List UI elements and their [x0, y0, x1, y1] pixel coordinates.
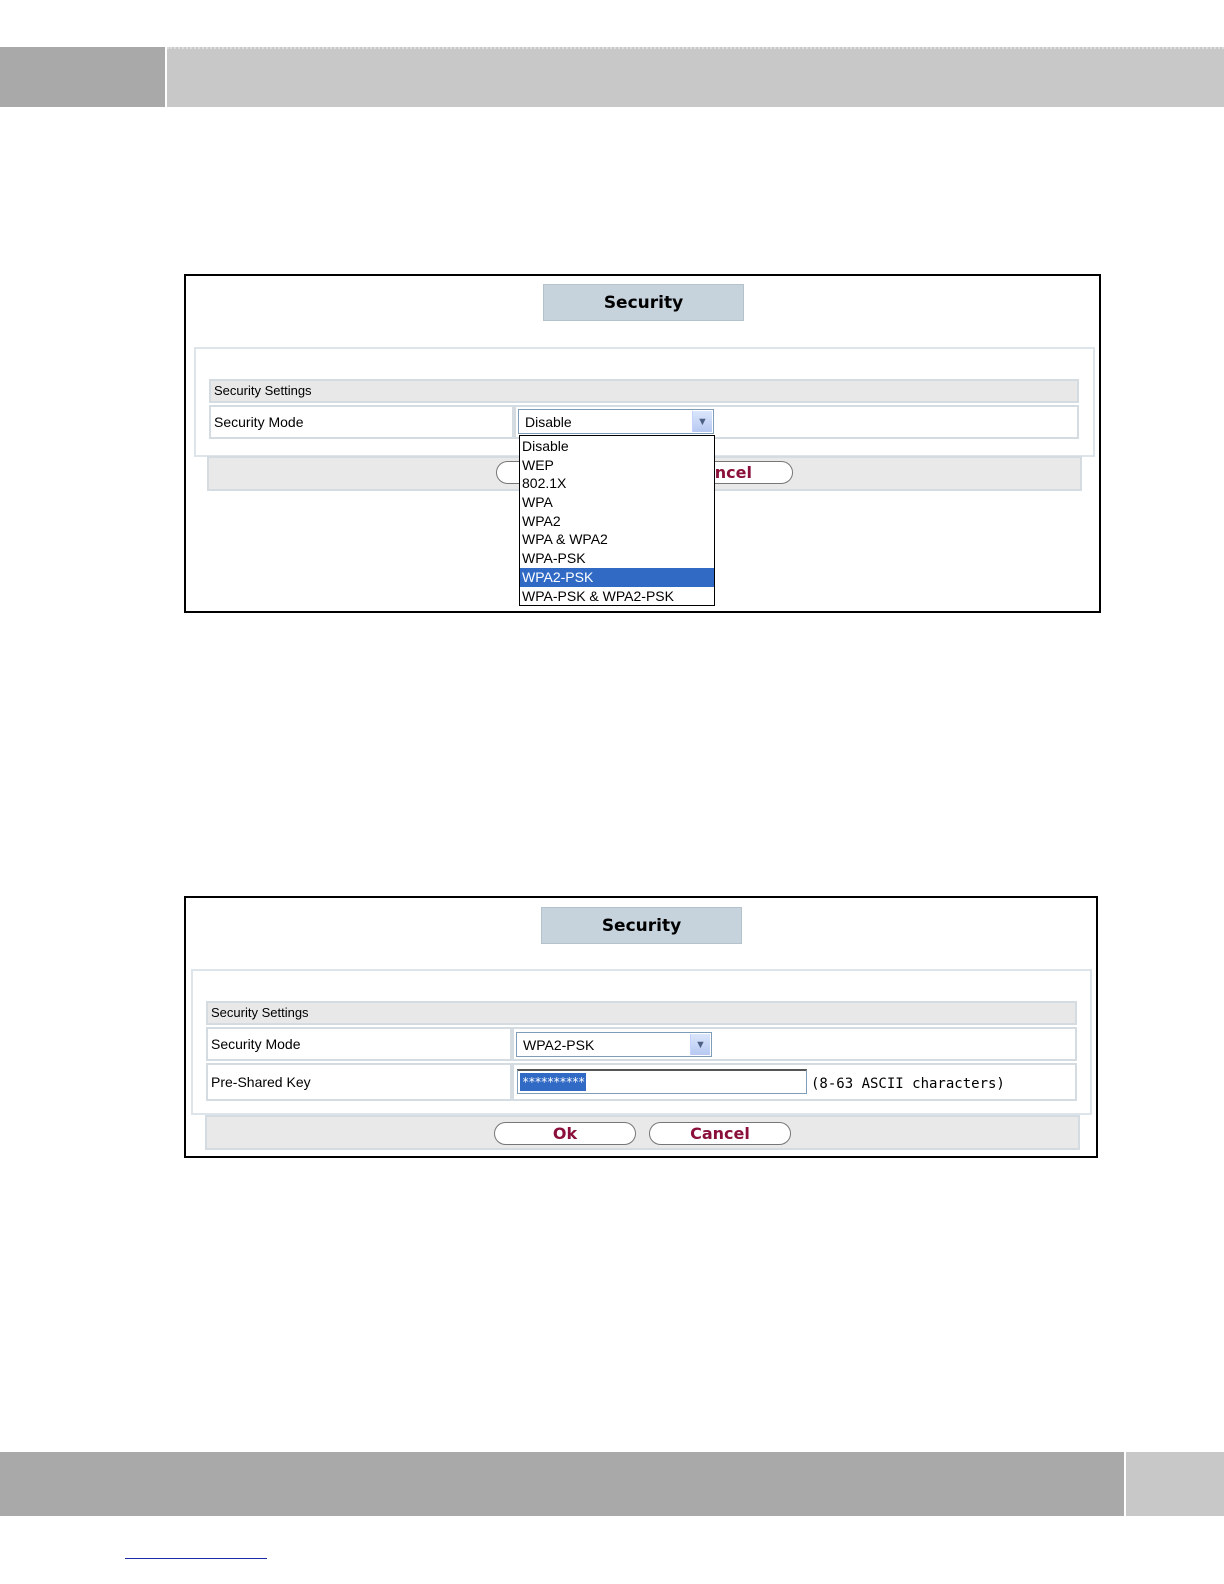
page-title: Security: [543, 284, 744, 321]
chevron-down-icon[interactable]: ▼: [692, 411, 712, 432]
dropdown-option-8021x[interactable]: 802.1X: [522, 475, 567, 492]
security-mode-select[interactable]: [516, 1032, 712, 1057]
page-title: Security: [541, 907, 742, 944]
dropdown-option-wpa-psk[interactable]: WPA-PSK: [522, 550, 586, 567]
security-mode-label: Security Mode: [209, 405, 514, 439]
ok-button[interactable]: Ok: [494, 1122, 636, 1145]
security-mode-value: WPA2-PSK: [523, 1036, 595, 1053]
dropdown-option-wpa[interactable]: WPA: [522, 494, 553, 511]
dropdown-option-disable[interactable]: Disable: [522, 438, 569, 454]
cancel-button-label: ncel: [714, 463, 752, 482]
security-screenshot-psk: [184, 896, 1098, 1158]
footer-link-underline[interactable]: [125, 1558, 267, 1559]
cancel-button[interactable]: Cancel: [649, 1122, 791, 1145]
security-mode-label: Security Mode: [206, 1027, 512, 1061]
dropdown-option-wpa-wpa2[interactable]: WPA & WPA2: [522, 531, 608, 548]
dropdown-option-wpa-psk-wpa2-psk[interactable]: WPA-PSK & WPA2-PSK: [522, 587, 674, 604]
header-bar-right: [167, 47, 1224, 107]
dropdown-option-wep[interactable]: WEP: [522, 456, 554, 473]
pre-shared-key-input[interactable]: [517, 1069, 807, 1094]
dropdown-option-wpa2-psk[interactable]: WPA2-PSK: [520, 568, 714, 587]
security-mode-select[interactable]: [518, 409, 714, 434]
section-header: Security Settings: [206, 1001, 1077, 1025]
header-bar-left: [0, 47, 165, 107]
security-screenshot-dropdown: [184, 274, 1101, 613]
footer-bar-right: [1126, 1452, 1224, 1516]
pre-shared-key-label: Pre-Shared Key: [206, 1063, 512, 1101]
button-bar: [205, 1115, 1080, 1150]
footer-bar-left: [0, 1452, 1124, 1516]
section-header: Security Settings: [209, 379, 1079, 403]
pre-shared-key-hint: (8-63 ASCII characters): [811, 1076, 1005, 1092]
chevron-down-icon[interactable]: ▼: [690, 1034, 710, 1055]
dropdown-option-wpa2[interactable]: WPA2: [522, 512, 561, 529]
pre-shared-key-value: **********: [522, 1075, 585, 1089]
security-mode-dropdown-list[interactable]: [519, 435, 715, 606]
security-mode-value: Disable: [525, 413, 572, 430]
